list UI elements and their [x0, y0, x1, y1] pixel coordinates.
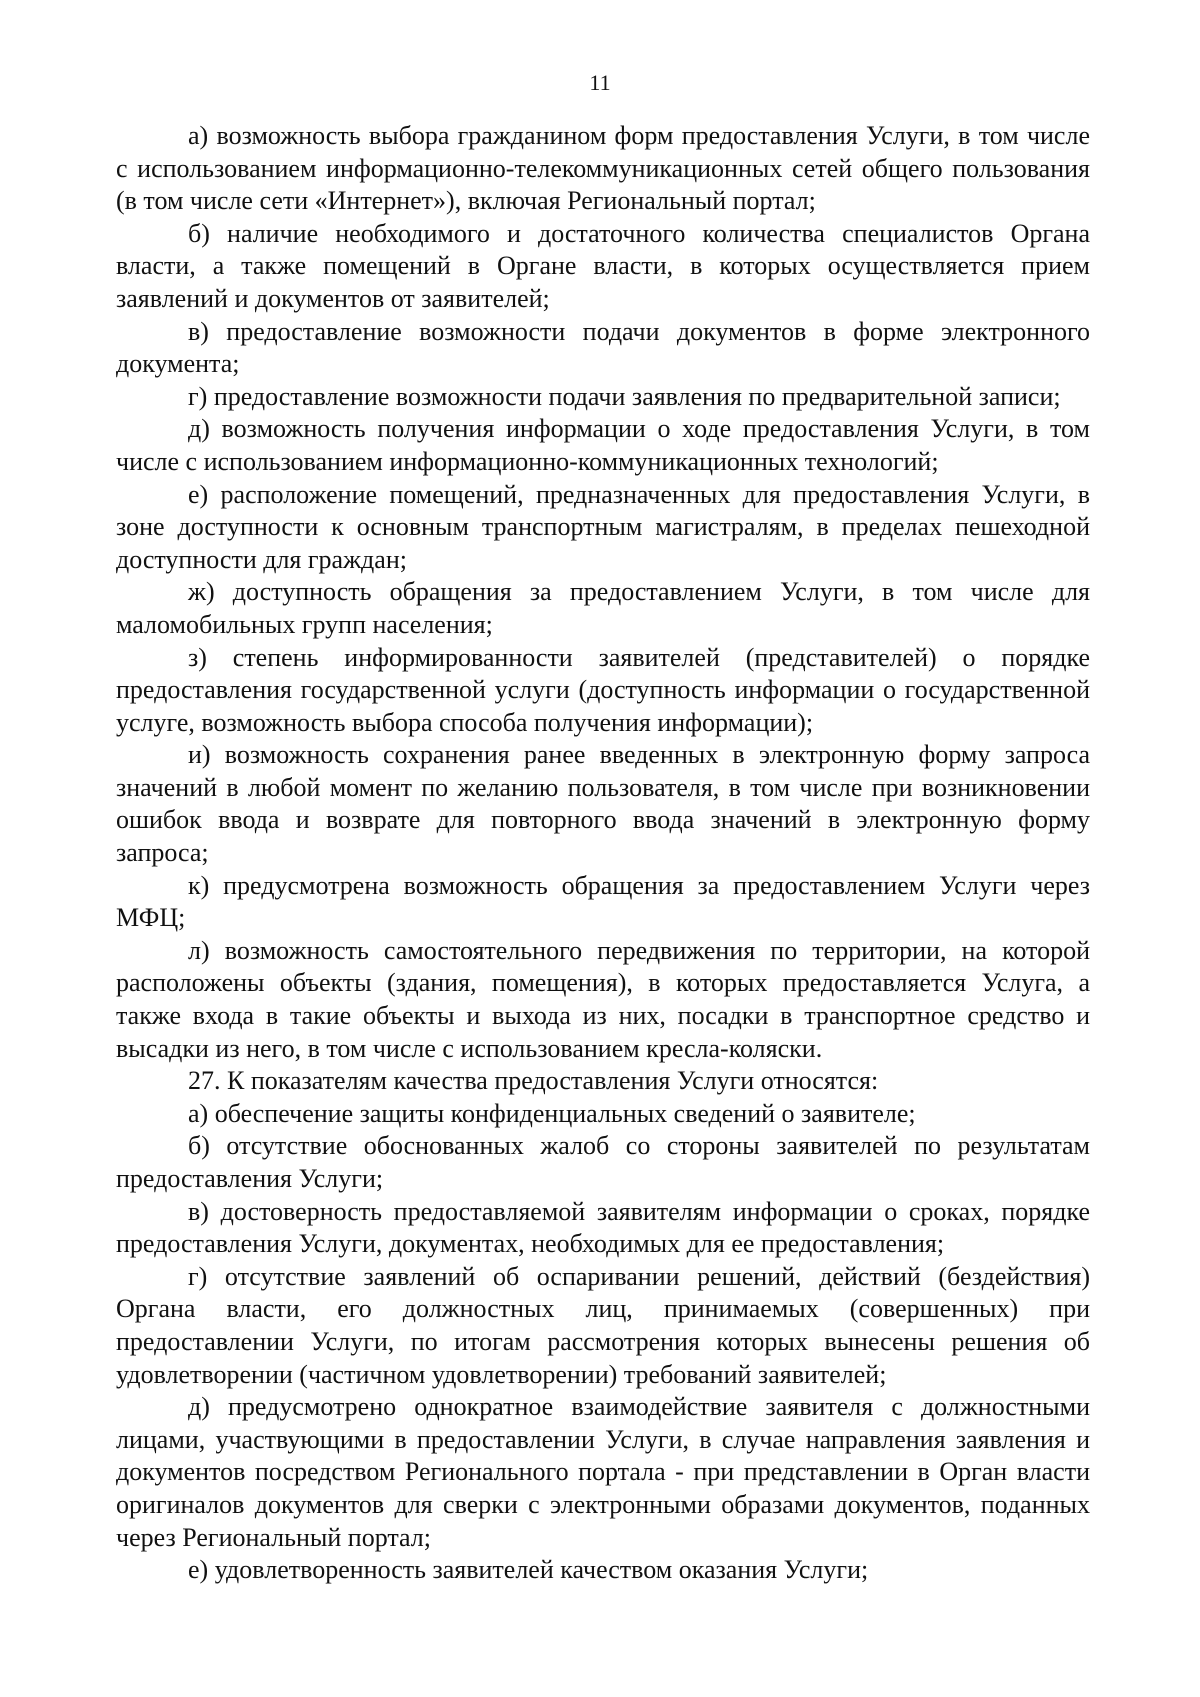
paragraph-b-complaints: б) отсутствие обоснованных жалоб со стороны заявителей по результатам предоставления Услуги;	[116, 1131, 1090, 1193]
paragraph-k-mfc: к) предусмотрена возможность обращения за предоставлением Услуги через МФЦ;	[116, 870, 1090, 933]
paragraph-i-form-saving: и) возможность сохранения ранее введенных в электронную форму запроса значений в любой момент по желанию пользователя, в том числе при возникновении ошибок ввода и возврате для повторного ввода значений в электронную форму запроса;	[116, 740, 1090, 868]
paragraph-g-appointment: г) предоставление возможности подачи заявления по предварительной записи;	[188, 381, 1061, 411]
document-body	[116, 120, 1090, 1587]
paragraph-v-information-reliability: в) достоверность предоставляемой заявителям информации о сроках, порядке предоставления Услуги, документах, необходимых для ее предоставления;	[116, 1196, 1090, 1259]
paragraph-zh-accessibility: ж) доступность обращения за предоставлением Услуги, в том числе для маломобильных групп населения;	[116, 577, 1090, 639]
paragraph-d-single-interaction: д) предусмотрено однократное взаимодействие заявителя с должностными лицами, участвующими в предоставлении Услуги, в случае направления заявления и документов посредством Регионального портала - при представлении в Орган власти оригиналов документов для сверки с электронными образами документов, поданных через Региональный портал;	[116, 1392, 1090, 1552]
paragraph-v-electronic-submission: в) предоставление возможности подачи документов в форме электронного документа;	[116, 316, 1090, 379]
paragraph-27-quality: 27. К показателям качества предоставления Услуги относятся:	[188, 1066, 879, 1096]
paragraph-d-status-info: д) возможность получения информации о ходе предоставления Услуги, в том числе с использованием информационно-коммуникационных технологий;	[116, 414, 1090, 476]
paragraph-e-location: е) расположение помещений, предназначенных для предоставления Услуги, в зоне доступности к основным транспортным магистралям, в пределах пешеходной доступности для граждан;	[116, 479, 1090, 574]
page-number: 11	[589, 70, 611, 95]
paragraph-z-awareness: з) степень информированности заявителей (представителей) о порядке предоставления государственной услуги (доступность информации о государственной услуге, возможность выбора способа получения информации);	[116, 642, 1090, 737]
paragraph-l-mobility: л) возможность самостоятельного передвижения по территории, на которой расположены объекты (здания, помещения), в которых предоставляется Услуга, а также входа в такие объекты и выхода из них, посадки в транспортное средство и высадки из него, в том числе с использованием кресла-коляски.	[116, 935, 1090, 1063]
paragraph-e-satisfaction: е) удовлетворенность заявителей качеством оказания Услуги;	[188, 1555, 869, 1585]
paragraph-a-forms: а) возможность выбора гражданином форм предоставления Услуги, в том числе с использованием информационно-телекоммуникационных сетей общего пользования (в том числе сети «Интернет»), включая Региональный портал;	[116, 121, 1090, 216]
paragraph-a-confidentiality: а) обеспечение защиты конфиденциальных сведений о заявителе;	[188, 1098, 916, 1128]
paragraph-b-specialists: б) наличие необходимого и достаточного количества специалистов Органа власти, а также помещений в Органе власти, в которых осуществляется прием заявлений и документов от заявителей;	[116, 218, 1090, 313]
paragraph-g-disputes: г) отсутствие заявлений об оспаривании решений, действий (бездействия) Органа власти, его должностных лиц, принимаемых (совершенных) при предоставлении Услуги, по итогам рассмотрения которых вынесены решения об удовлетворении (частичном удовлетворении) требований заявителей;	[116, 1261, 1090, 1389]
